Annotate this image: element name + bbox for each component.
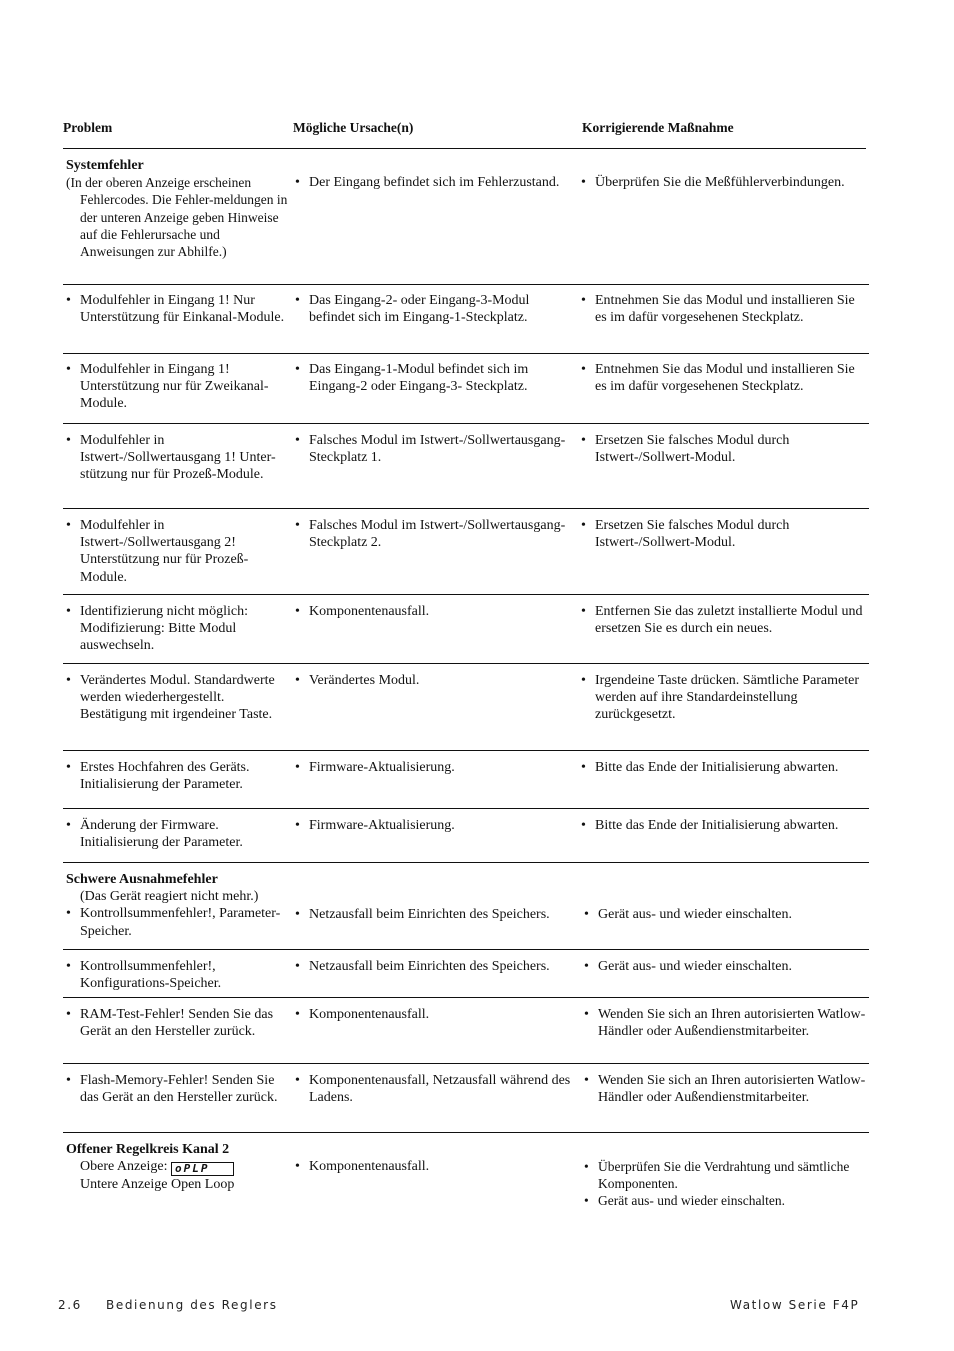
table-row [63, 862, 869, 950]
header-cause: Mögliche Ursache(n) [293, 120, 414, 135]
cause-cell [295, 432, 573, 466]
footer-page-number: 2.6 [58, 1298, 82, 1312]
cause-cell [295, 817, 573, 834]
fix-cell [581, 517, 866, 551]
fix-text: • Gerät aus- und wieder einschalten. [584, 1192, 869, 1209]
cause-cell [295, 1006, 573, 1023]
cause-cell [295, 603, 573, 620]
cause-cell [295, 1072, 573, 1106]
cause-text: • Netzausfall beim Einrichten des Speichers. [295, 906, 573, 923]
fix-cell [581, 292, 866, 326]
section-note: (In der oberen Anzeige erscheinen Fehlercodes. Die Fehler-meldungen in der unteren Anzeige geben Hinweise auf die Fehlerursache und Anweisungen zur Abhilfe.) [66, 175, 288, 260]
fix-text: • Überprüfen Sie die Verdrahtung und sämtliche Komponenten. [584, 1158, 869, 1192]
problem-cell [66, 157, 291, 260]
cause-cell [295, 174, 573, 191]
problem-cell [66, 759, 291, 793]
table-row [63, 1063, 869, 1133]
problem-text: • Erstes Hochfahren des Geräts. Initialisierung der Parameter. [66, 759, 291, 793]
section-title: Systemfehler [66, 158, 144, 173]
problem-text: • Verändertes Modul. Standardwerte werden wiederhergestellt. Bestätigung mit irgendeiner Taste. [66, 672, 291, 724]
problem-cell [66, 958, 291, 992]
table-row [63, 808, 869, 863]
fix-cell [584, 1006, 869, 1040]
table-row [63, 750, 869, 809]
table-row [63, 997, 869, 1064]
table-row [63, 594, 869, 664]
problem-cell [66, 817, 291, 851]
fix-text: • Gerät aus- und wieder einschalten. [584, 906, 869, 923]
fix-text: • Bitte das Ende der Initialisierung abwarten. [581, 759, 866, 776]
fix-cell [581, 432, 866, 466]
cause-text: • Das Eingang-1-Modul befindet sich im Eingang-2 oder Eingang-3- Steckplatz. [295, 361, 573, 395]
cause-text: • Netzausfall beim Einrichten des Speichers. [295, 958, 573, 975]
cause-text: • Firmware-Aktualisierung. [295, 759, 573, 776]
problem-cell [66, 517, 291, 586]
fix-text: • Wenden Sie sich an Ihren autorisierten Watlow-Händler oder Außendienstmitarbeiter. [584, 1006, 869, 1040]
cause-cell [295, 958, 573, 975]
table-row [63, 423, 869, 509]
problem-text: • Modulfehler in Istwert-/Sollwertausgang 1! Unter-stützung nur für Prozeß-Module. [66, 432, 291, 484]
problem-text: • RAM-Test-Fehler! Senden Sie das Gerät an den Hersteller zurück. [66, 1006, 291, 1040]
upper-display-label: Obere Anzeige: [80, 1159, 168, 1175]
fix-cell [581, 672, 866, 724]
problem-text: • Kontrollsummenfehler!, Konfigurations-Speicher. [66, 958, 291, 992]
footer-section: Bedienung des Reglers [106, 1298, 278, 1312]
fix-text: • Irgendeine Taste drücken. Sämtliche Parameter werden auf ihre Standardeinstellung zurückgesetzt. [581, 672, 866, 724]
cause-text: • Komponentenausfall. [295, 1158, 573, 1175]
fix-cell [581, 361, 866, 395]
problem-text: • Modulfehler in Eingang 1! Nur Unterstützung für Einkanal-Module. [66, 292, 291, 326]
table-row [63, 1132, 869, 1222]
fix-cell [581, 759, 866, 776]
footer-product: Watlow Serie F4P [730, 1298, 860, 1312]
fix-cell [584, 1072, 869, 1106]
header-problem: Problem [63, 120, 113, 135]
fix-cell [584, 958, 869, 975]
cause-text: • Der Eingang befindet sich im Fehlerzustand. [295, 174, 573, 191]
table-row [63, 949, 869, 998]
problem-cell [66, 603, 291, 655]
fix-cell [581, 817, 866, 834]
problem-cell [66, 1072, 291, 1106]
fix-text: • Entnehmen Sie das Modul und installieren Sie es im dafür vorgesehenen Steckplatz. [581, 292, 866, 326]
problem-text: • Modulfehler in Istwert-/Sollwertausgang 2! Unterstützung nur für Prozeß-Module. [66, 517, 291, 586]
cause-text: • Falsches Modul im Istwert-/Sollwertausgang-Steckplatz 1. [295, 432, 573, 466]
section-note: (Das Gerät reagiert nicht mehr.) [80, 889, 259, 905]
fix-cell [584, 1158, 869, 1210]
fix-text: • Entfernen Sie das zuletzt installierte Modul und ersetzen Sie es durch ein neues. [581, 603, 866, 637]
fix-text: • Entnehmen Sie das Modul und installieren Sie es im dafür vorgesehenen Steckplatz. [581, 361, 866, 395]
lcd-display: oPLP [171, 1162, 234, 1176]
cause-text: • Komponentenausfall. [295, 1006, 573, 1023]
cause-cell [295, 517, 573, 551]
problem-cell [66, 1006, 291, 1040]
cause-text: • Komponentenausfall, Netzausfall während des Ladens. [295, 1072, 573, 1106]
fix-text: • Ersetzen Sie falsches Modul durch Istwert-/Sollwert-Modul. [581, 517, 866, 551]
cause-text: • Verändertes Modul. [295, 672, 573, 689]
upper-display-line [66, 1158, 291, 1176]
fix-cell [581, 174, 866, 191]
problem-text: • Modulfehler in Eingang 1! Unterstützung nur für Zweikanal-Module. [66, 361, 291, 413]
problem-cell [66, 871, 291, 940]
cause-cell [295, 759, 573, 776]
problem-cell [66, 432, 291, 484]
fix-cell [581, 603, 866, 637]
cause-cell [295, 1158, 573, 1175]
cause-text: • Komponentenausfall. [295, 603, 573, 620]
problem-text: • Identifizierung nicht möglich: Modifizierung: Bitte Modul auswechseln. [66, 603, 291, 655]
problem-text: • Änderung der Firmware. Initialisierung der Parameter. [66, 817, 291, 851]
cause-cell [295, 361, 573, 395]
fix-text: • Gerät aus- und wieder einschalten. [584, 958, 869, 975]
cause-cell [295, 906, 573, 923]
table-row [63, 353, 869, 424]
fix-text: • Ersetzen Sie falsches Modul durch Istwert-/Sollwert-Modul. [581, 432, 866, 466]
fix-text: • Überprüfen Sie die Meßfühlerverbindungen. [581, 174, 866, 191]
cause-text: • Das Eingang-2- oder Eingang-3-Modul befindet sich im Eingang-1-Steckplatz. [295, 292, 573, 326]
section-title: Schwere Ausnahmefehler [66, 872, 218, 887]
fix-text: • Bitte das Ende der Initialisierung abwarten. [581, 817, 866, 834]
problem-cell [66, 361, 291, 413]
problem-cell [66, 292, 291, 326]
cause-text: • Firmware-Aktualisierung. [295, 817, 573, 834]
problem-cell [66, 1141, 291, 1193]
fix-text: • Wenden Sie sich an Ihren autorisierten Watlow-Händler oder Außendienstmitarbeiter. [584, 1072, 869, 1106]
fix-cell [584, 906, 869, 923]
table-row [63, 508, 869, 595]
cause-cell [295, 672, 573, 689]
problem-text: • Flash-Memory-Fehler! Senden Sie das Gerät an den Hersteller zurück. [66, 1072, 291, 1106]
table-row [63, 284, 869, 354]
problem-cell [66, 672, 291, 724]
cause-cell [295, 292, 573, 326]
table-row [63, 149, 869, 285]
problem-text: • Kontrollsummenfehler!, Parameter-Speicher. [66, 905, 291, 939]
table-row [63, 663, 869, 751]
section-title: Offener Regelkreis Kanal 2 [66, 1142, 230, 1157]
lower-display-label: Untere Anzeige Open Loop [80, 1177, 235, 1193]
cause-text: • Falsches Modul im Istwert-/Sollwertausgang-Steckplatz 2. [295, 517, 573, 551]
header-fix: Korrigierende Maßnahme [582, 120, 734, 135]
